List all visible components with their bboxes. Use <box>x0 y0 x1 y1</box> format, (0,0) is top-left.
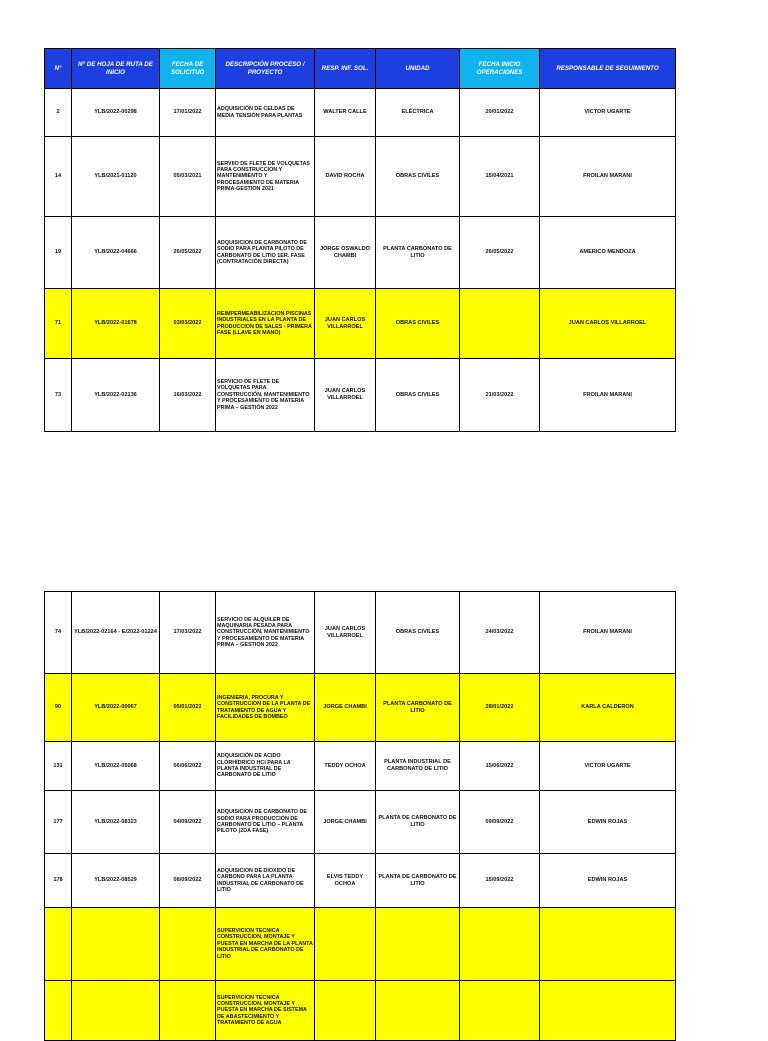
cell-fecha-inicio: 28/01/2022 <box>460 674 540 742</box>
cell-hoja: YLB/2022-04666 <box>72 217 160 289</box>
cell-fecha-solicitud: 17/03/2022 <box>160 592 216 674</box>
cell-fecha-solicitud: 16/03/2022 <box>160 359 216 432</box>
cell-descripcion: SUPERVICION TECNICA CONSTRUCCION, MONTAJE Y PUESTA EN MARCHA DE LA PLANTA INDUSTRIAL DE CARBONATO DE LITIO <box>216 908 315 981</box>
cell-seguimiento: VICTOR UGARTE <box>540 89 676 137</box>
cell-fecha-inicio: 15/09/2022 <box>460 854 540 908</box>
cell-n: 2 <box>45 89 72 137</box>
cell-descripcion: REIMPERMEABILIZACION PISCINAS INDUSTRIALES EN LA PLANTA DE PRODUCCION DE SALES - PRIMERA FASE (LLAVE EN MANO) <box>216 289 315 359</box>
table-row <box>45 791 676 854</box>
cell-hoja: YLB/2022-08323 <box>72 791 160 854</box>
cell-responsable: JORGE CHAMBI <box>315 791 376 854</box>
cell-descripcion: ADQUISICIÓN DE ACIDO CLORHÍDRICO HCl PARA LA PLANTA INDUSTRIAL DE CARBONATO DE LITIO <box>216 742 315 791</box>
table-row-highlighted <box>45 981 676 1041</box>
cell-fecha-inicio: 09/09/2022 <box>460 791 540 854</box>
cell-fecha-solicitud: 04/09/2022 <box>160 791 216 854</box>
cell-n <box>45 981 72 1041</box>
cell-fecha-solicitud: 06/06/2022 <box>160 742 216 791</box>
cell-fecha-solicitud: 05/01/2022 <box>160 674 216 742</box>
cell-unidad: OBRAS CIVILES <box>376 289 460 359</box>
cell-fecha-solicitud <box>160 908 216 981</box>
cell-fecha-inicio: 24/03/2022 <box>460 592 540 674</box>
cell-seguimiento: VICTOR UGARTE <box>540 742 676 791</box>
cell-responsable: JORGE CHAMBI <box>315 674 376 742</box>
header-unidad: UNIDAD <box>376 49 460 89</box>
cell-n: 90 <box>45 674 72 742</box>
cell-responsable: JUAN CARLOS VILLARROEL <box>315 359 376 432</box>
cell-fecha-inicio: 26/05/2022 <box>460 217 540 289</box>
cell-n: 14 <box>45 137 72 217</box>
cell-hoja: YLB/2022-08529 <box>72 854 160 908</box>
cell-seguimiento <box>540 908 676 981</box>
cell-hoja: YLB/2022-02164 - E/2022-01224 <box>72 592 160 674</box>
cell-descripcion: ADQUISICION DE CARBONATO DE SODIO PARA PLANTA PILOTO DE CARBONATO DE LITIO 1ER. FASE (CONTRATACIÓN DIRECTA) <box>216 217 315 289</box>
contracts-table-1 <box>44 48 676 432</box>
cell-fecha-inicio: 20/01/2022 <box>460 89 540 137</box>
cell-fecha-solicitud <box>160 981 216 1041</box>
cell-fecha-inicio: 21/03/2022 <box>460 359 540 432</box>
table-row <box>45 89 676 137</box>
cell-descripcion: ADQUISICIÓN DE CELDAS DE MEDIA TENSIÓN PARA PLANTAS <box>216 89 315 137</box>
cell-responsable: JUAN CARLOS VILLARROEL <box>315 592 376 674</box>
cell-seguimiento: EDWIN ROJAS <box>540 791 676 854</box>
cell-descripcion: SERVICIO DE ALQUILER DE MAQUINARIA PESADA PARA CONSTRUCCIÓN, MANTENIMIENTO Y PROCESAMIENTO DE MATERIA PRIMA – GESTION 2022 <box>216 592 315 674</box>
cell-unidad: OBRAS CIVILES <box>376 592 460 674</box>
table-row <box>45 359 676 432</box>
cell-seguimiento: FROILAN MARANI <box>540 359 676 432</box>
cell-responsable: WALTER CALLE <box>315 89 376 137</box>
cell-hoja: YLB/2022-01678 <box>72 289 160 359</box>
cell-n: 178 <box>45 854 72 908</box>
header-row <box>45 49 676 89</box>
table-row-highlighted <box>45 289 676 359</box>
cell-n: 71 <box>45 289 72 359</box>
table-row-highlighted <box>45 674 676 742</box>
header-responsable: RESP. INF. SOL. <box>315 49 376 89</box>
header-fecha-inicio: FECHA INICIO OPERACIONES <box>460 49 540 89</box>
cell-responsable: TEDDY OCHOA <box>315 742 376 791</box>
cell-hoja: YLB/2022-05068 <box>72 742 160 791</box>
table-row <box>45 854 676 908</box>
cell-seguimiento <box>540 981 676 1041</box>
cell-hoja: YLB/2021-01120 <box>72 137 160 217</box>
cell-n: 177 <box>45 791 72 854</box>
cell-n: 19 <box>45 217 72 289</box>
cell-fecha-solicitud: 05/03/2021 <box>160 137 216 217</box>
table-row <box>45 137 676 217</box>
cell-n: 131 <box>45 742 72 791</box>
cell-descripcion: ADQUISICION DE CARBONATO DE SODIO PARA PRODUCCIÓN DE CARBONATO DE LITIO – PLANTA PILOTO (2DA FASE) <box>216 791 315 854</box>
cell-hoja: YLB/2022-00298 <box>72 89 160 137</box>
cell-seguimiento: FROILAN MARANI <box>540 592 676 674</box>
header-seguimiento: RESPONSABLE DE SEGUIMIENTO <box>540 49 676 89</box>
table-row <box>45 742 676 791</box>
cell-descripcion: INGENIERIA, PROCURA Y CONSTRUCCION DE LA PLANTA DE TRATAMIENTO DE AGUA Y FACILIDADES DE BOMBEO <box>216 674 315 742</box>
cell-fecha-inicio: 15/04/2021 <box>460 137 540 217</box>
cell-responsable: DAVID ROCHA <box>315 137 376 217</box>
table-row <box>45 592 676 674</box>
cell-descripcion: ADQUISICION DE DIOXIDO DE CARBONO PARA LA PLANTA INDUSTRIAL DE CARBONATO DE LITIO <box>216 854 315 908</box>
cell-unidad: ELÉCTRICA <box>376 89 460 137</box>
cell-responsable <box>315 981 376 1041</box>
cell-unidad: PLANTA CARBONATO DE LITIO <box>376 217 460 289</box>
cell-fecha-solicitud: 03/03/2022 <box>160 289 216 359</box>
cell-unidad: PLANTA INDUSTRIAL DE CARBONATO DE LITIO <box>376 742 460 791</box>
cell-n: 73 <box>45 359 72 432</box>
cell-unidad <box>376 908 460 981</box>
cell-hoja <box>72 981 160 1041</box>
contracts-table-2 <box>44 591 676 1041</box>
cell-fecha-solicitud: 26/05/2022 <box>160 217 216 289</box>
cell-unidad: PLANTA CARBONATO DE LITIO <box>376 674 460 742</box>
cell-seguimiento: EDWIN ROJAS <box>540 854 676 908</box>
table-row-highlighted <box>45 908 676 981</box>
cell-fecha-inicio <box>460 908 540 981</box>
header-n: N° <box>45 49 72 89</box>
header-descripcion: DESCRIPCIÓN PROCESO / PROYECTO <box>216 49 315 89</box>
header-hoja: N° DE HOJA DE RUTA DE INICIO <box>72 49 160 89</box>
cell-responsable: ELVIS TEDDY OCHOA <box>315 854 376 908</box>
cell-unidad <box>376 981 460 1041</box>
cell-unidad: PLANTA DE CARBONATO DE LITIO <box>376 791 460 854</box>
cell-unidad: OBRAS CIVILES <box>376 359 460 432</box>
cell-fecha-solicitud: 08/09/2022 <box>160 854 216 908</box>
cell-responsable: JORGE OSWALDO CHAMBI <box>315 217 376 289</box>
header-fecha-solicitud: FECHA DE SOLICITUD <box>160 49 216 89</box>
cell-descripcion: SUPERVICION TECNICA CONSTRUCCION, MONTAJE Y PUESTA EN MARCHA DE SISTEMA DE ABASTECIMIENTO Y TRATAMIENTO DE AGUA <box>216 981 315 1041</box>
cell-fecha-inicio: 15/06/2022 <box>460 742 540 791</box>
cell-n <box>45 908 72 981</box>
cell-n: 74 <box>45 592 72 674</box>
cell-seguimiento: FROILAN MARANI <box>540 137 676 217</box>
cell-hoja: YLB/2022-00067 <box>72 674 160 742</box>
cell-responsable: JUAN CARLOS VILLARROEL <box>315 289 376 359</box>
cell-fecha-solicitud: 17/01/2022 <box>160 89 216 137</box>
cell-responsable <box>315 908 376 981</box>
cell-fecha-inicio <box>460 981 540 1041</box>
cell-seguimiento: KARLA CALDERON <box>540 674 676 742</box>
cell-seguimiento: AMERICO MENDOZA <box>540 217 676 289</box>
cell-seguimiento: JUAN CARLOS VILLARROEL <box>540 289 676 359</box>
table-row <box>45 217 676 289</box>
cell-hoja <box>72 908 160 981</box>
cell-hoja: YLB/2022-02136 <box>72 359 160 432</box>
cell-descripcion: SERVICIO DE FLETE DE VOLQUETAS PARA CONSTRUCCIÓN, MANTENIMIENTO Y PROCESAMIENTO DE MATERIA PRIMA – GESTIÓN 2022 <box>216 359 315 432</box>
cell-unidad: OBRAS CIVILES <box>376 137 460 217</box>
cell-fecha-inicio <box>460 289 540 359</box>
cell-unidad: PLANTA DE CARBONATO DE LITIO <box>376 854 460 908</box>
cell-descripcion: SERVIIO DE FLETE DE VOLQUETAS PARA CONSTRUCCION Y MANTENIMIENTO Y PROCESAMIENTO DE MATERIA PRIMA-GESTION 2021 <box>216 137 315 217</box>
